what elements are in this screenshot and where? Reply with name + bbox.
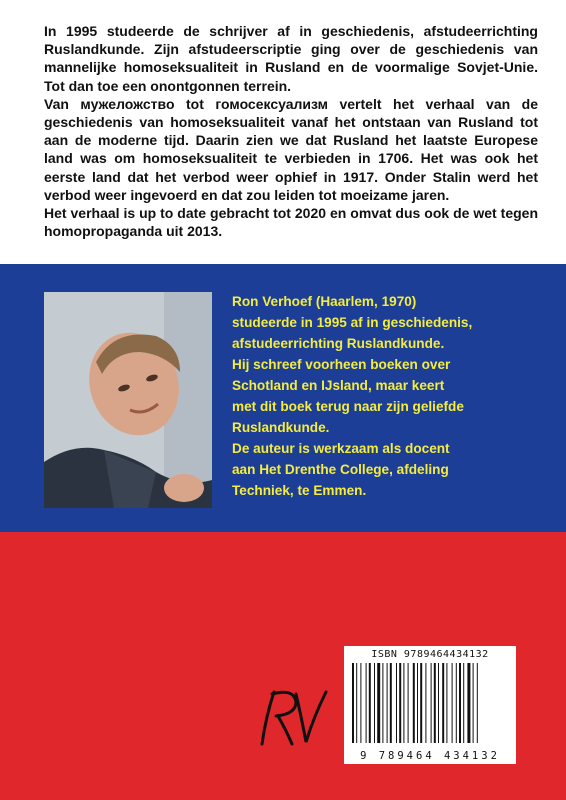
blurb-paragraph: In 1995 studeerde de schrijver af in geschiedenis, afstudeerrichting Ruslandkunde. Zijn afstudeerscriptie ging over de geschiedenis van mannelijke homoseksualiteit in Rusland en de voormalige Sovjet-Unie. Tot dan toe een onontgonnen terrein. xyxy=(44,23,538,94)
isbn-barcode xyxy=(344,646,516,764)
bio-line: De auteur is werkzaam als docent xyxy=(232,441,450,456)
isbn-digits: 9 789464 434132 xyxy=(360,750,500,762)
bio-line: Schotland en IJsland, maar keert xyxy=(232,378,445,393)
publisher-logo xyxy=(256,686,330,750)
bio-line: Ron Verhoef (Haarlem, 1970) xyxy=(232,294,417,309)
isbn-label: ISBN 9789464434132 xyxy=(371,649,489,660)
bio-line: aan Het Drenthe College, afdeling xyxy=(232,462,449,477)
bio-line: Techniek, te Emmen. xyxy=(232,483,367,498)
bio-line: afstudeerrichting Ruslandkunde. xyxy=(232,336,445,351)
barcode-bars xyxy=(352,663,508,743)
bio-line: met dit boek terug naar zijn geliefde xyxy=(232,399,464,414)
bio-line: Hij schreef voorheen boeken over xyxy=(232,357,451,372)
blurb-paragraph: Het verhaal is up to date gebracht tot 2020 en omvat dus ook de wet tegen homopropaganda uit 2013. xyxy=(44,205,538,240)
author-photo xyxy=(44,292,212,508)
publisher-monogram-icon xyxy=(256,686,330,750)
author-bio xyxy=(232,291,532,501)
bio-line: studeerde in 1995 af in geschiedenis, xyxy=(232,315,473,330)
blurb-paragraph: Van мужеложство tot гомосексуализм vertelt het verhaal van de geschiedenis van homoseksualiteit vanaf het ontstaan van Rusland tot aan de moderne tijd. Daarin zien we dat Rusland het laatste Europese land was om homoseksualiteit te verbieden in 1706. Het was ook het eerste land dat het verbod weer ophief in 1917. Onder Stalin werd het verbod weer ingevoerd en dat zou leiden tot moeizame jaren. xyxy=(44,95,538,203)
bio-line: Ruslandkunde. xyxy=(232,420,330,435)
blurb-text xyxy=(44,22,538,240)
author-portrait-illustration xyxy=(44,292,212,508)
